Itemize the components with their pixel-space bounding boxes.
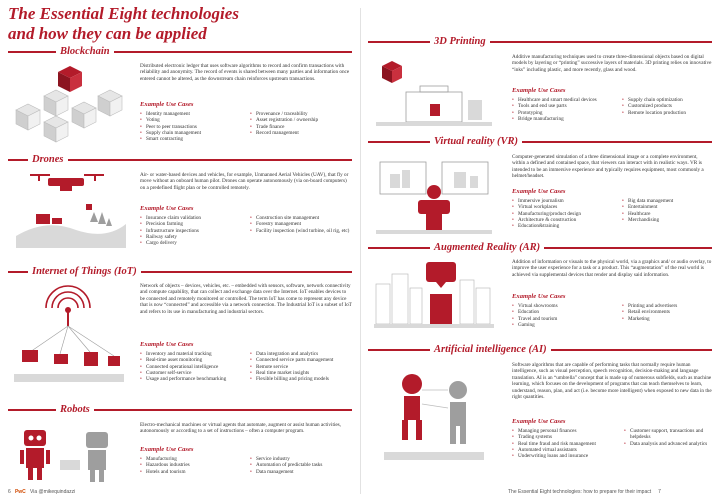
list-item: • Big data management	[622, 198, 716, 204]
list-item: • Education&training	[512, 223, 624, 229]
iot-header	[8, 266, 352, 277]
list-item: • Smart contracting	[140, 136, 248, 142]
ai-header	[368, 344, 712, 355]
list-item: • Healthcare	[622, 211, 716, 217]
footer-doc-title: The Essential Eight technologies: how to prepare for their impact	[508, 489, 652, 495]
list-item: • Printing and advertisers	[622, 303, 716, 309]
list-item: • Railway safety	[140, 234, 248, 240]
list-item: • Data integration and analytics	[250, 351, 356, 357]
list-item: • Travel and tourism	[512, 316, 624, 322]
page-title-line2: and how they can be applied	[8, 24, 207, 43]
list-item: • Customer support, transactions and helpdesks	[624, 428, 716, 441]
footer-handle: Via @mikequindazzi	[29, 489, 76, 495]
vr-headset-icon	[372, 152, 496, 236]
vr-use-cases-col1	[512, 198, 624, 229]
robot-icon	[10, 420, 128, 488]
drones-header	[8, 154, 352, 165]
list-item: • Infrastructure inspections	[140, 228, 248, 234]
list-item: • Identity management	[140, 111, 248, 117]
3d-printing-use-cases-label: Example Use Cases	[512, 87, 566, 94]
list-item: • Managing personal finances	[512, 428, 626, 434]
list-item: • Record management	[250, 130, 354, 136]
iot-use-cases-label: Example Use Cases	[140, 341, 194, 348]
drones-use-cases-col2	[250, 215, 354, 234]
list-item: • Data management	[250, 469, 354, 475]
ai-brain-icon	[372, 360, 496, 480]
list-item: • Facility inspection (wind turbine, oil rig, etc)	[250, 228, 354, 234]
drones-title: Drones	[32, 154, 64, 165]
list-item: • Voting	[140, 117, 248, 123]
list-item: • Manufacturing	[140, 456, 248, 462]
robots-use-cases-col2	[250, 456, 354, 475]
ar-use-cases-col1	[512, 303, 624, 328]
list-item: • Remote location production	[622, 110, 716, 116]
iot-description: Network of objects – devices, vehicles, etc. – embedded with sensors, software, network connectivity and compute capability, that can collect and exchange data over the Internet. IoT enables devices to be connected and remotely monitored or controlled. The term IoT has come to represent any device that is now “connected” and accessible via a network connection. The Industrial IoT is a subset of IoT and refers to its use in manufacturing and industrial sectors.	[140, 283, 352, 315]
list-item: • Hazardous industries	[140, 462, 248, 468]
list-item: • Entertainment	[622, 204, 716, 210]
robots-use-cases-col1	[140, 456, 248, 475]
list-item: • Connected operational intelligence	[140, 364, 252, 370]
list-item: • Connected service parts management	[250, 357, 356, 363]
blockchain-header	[8, 46, 352, 57]
list-item: • Real-time asset monitoring	[140, 357, 252, 363]
list-item: • Peer to peer transactions	[140, 124, 248, 130]
drones-description: Air- or water-based devices and vehicles, for example, Unmanned Aerial Vehicles (UAV), that fly or move without an onboard human pilot. Drones can operate autonomously (via on-board computers) on a predefined flight plan or be controlled remotely.	[140, 172, 349, 191]
robots-use-cases-label: Example Use Cases	[140, 446, 194, 453]
vr-use-cases-label: Example Use Cases	[512, 188, 566, 195]
drone-icon	[10, 168, 130, 250]
3d-printing-use-cases-col1	[512, 97, 624, 122]
page-title	[8, 4, 239, 44]
footer-right	[508, 489, 661, 495]
list-item: • Insurance claim validation	[140, 215, 248, 221]
ai-title: Artificial intelligence (AI)	[434, 344, 547, 355]
list-item: • Flexible billing and pricing models	[250, 376, 356, 382]
list-item: • Provenance / traceability	[250, 111, 354, 117]
robots-title: Robots	[60, 404, 90, 415]
ar-use-cases-col2	[622, 303, 716, 322]
iot-use-cases-col2	[250, 351, 356, 382]
list-item: • Bridge manufacturing	[512, 116, 624, 122]
3d-printing-use-cases-col2	[622, 97, 716, 116]
page-title-line1: The Essential Eight technologies	[8, 4, 239, 23]
vr-title: Virtual reality (VR)	[434, 136, 519, 147]
iot-title: Internet of Things (IoT)	[32, 266, 137, 277]
3d-printer-icon	[372, 52, 496, 132]
ai-use-cases-col1	[512, 428, 626, 459]
ar-header	[368, 242, 712, 253]
ar-description: Addition of information or visuals to the physical world, via a graphics and/ or audio overlay, to improve the user experience for a task or a product. This “augmentation” of the real world is achieved via supplemental devices that render and display said information.	[512, 259, 712, 278]
list-item: • Supply chain management	[140, 130, 248, 136]
blockchain-use-cases-col2	[250, 111, 354, 136]
3d-printing-description: Additive manufacturing techniques used to create three-dimensional objects based on digital models by layering or “printing” successive layers of materials. 3D printing relies on innovative “inks” including plastic, and more recently, glass and wood.	[512, 54, 712, 73]
list-item: • Trade finance	[250, 124, 354, 130]
blockchain-cubes-icon	[10, 62, 128, 144]
blockchain-description: Distributed electronic ledger that uses software algorithms to record and confirm transactions with reliability and anonymity. The record of events is shared between many parties and information once entered cannot be altered, as the downstream chain reinforces upstream transactions.	[140, 63, 350, 82]
ar-use-cases-label: Example Use Cases	[512, 293, 566, 300]
page-number-right: 7	[658, 489, 661, 495]
list-item: • Trading systems	[512, 434, 626, 440]
list-item: • Automation of predictable tasks	[250, 462, 354, 468]
list-item: • Asset registration / ownership	[250, 117, 354, 123]
ai-use-cases-col2	[624, 428, 716, 447]
robots-header	[8, 404, 352, 415]
page-number-left: 6	[8, 489, 11, 495]
list-item: • Precision farming	[140, 221, 248, 227]
list-item: • Tools and end use parts	[512, 103, 624, 109]
drones-use-cases-col1	[140, 215, 248, 246]
list-item: • Supply chain optimization	[622, 97, 716, 103]
column-divider	[360, 8, 361, 494]
drones-use-cases-label: Example Use Cases	[140, 205, 194, 212]
list-item: • Cargo delivery	[140, 240, 248, 246]
list-item: • Retail environments	[622, 309, 716, 315]
iot-use-cases-col1	[140, 351, 252, 382]
ar-city-icon	[372, 258, 496, 332]
vr-use-cases-col2	[622, 198, 716, 223]
list-item: • Virtual workplaces	[512, 204, 624, 210]
list-item: • Virtual showrooms	[512, 303, 624, 309]
footer-left	[8, 489, 75, 495]
list-item: • Immersive journalism	[512, 198, 624, 204]
3d-printing-title: 3D Printing	[434, 36, 486, 47]
list-item: • Merchandising	[622, 217, 716, 223]
iot-network-icon	[10, 282, 128, 392]
blockchain-use-cases-label: Example Use Cases	[140, 101, 194, 108]
list-item: • Healthcare and smart medical devices	[512, 97, 624, 103]
list-item: • Education	[512, 309, 624, 315]
list-item: • Real time fraud and risk management	[512, 441, 626, 447]
list-item: • Remote service	[250, 364, 356, 370]
list-item: • Real time market insights	[250, 370, 356, 376]
list-item: • Construction site management	[250, 215, 354, 221]
list-item: • Service industry	[250, 456, 354, 462]
ai-description: Software algorithms that are capable of performing tasks that normally require human intelligence, such as visual perception, speech recognition, decision-making and language translation. AI is an “umbrella” concept that is made up of numerous subfields, such as machine learning, which focuses on the development of programs that can teach themselves to learn, understand, reason, plan, and act (i.e. become more intelligent) when exposed to new data in the right quantities.	[512, 362, 712, 401]
list-item: • Prototyping	[512, 110, 624, 116]
list-item: • Customized products	[622, 103, 716, 109]
list-item: • Customer self-service	[140, 370, 252, 376]
ar-title: Augmented Reality (AR)	[434, 242, 541, 253]
list-item: • Inventory and material tracking	[140, 351, 252, 357]
blockchain-title: Blockchain	[60, 46, 110, 57]
vr-description: Computer-generated simulation of a three dimensional image or a complete environment, within a defined and contained space, that viewers can interact with in realistic ways. VR is intended to be an immersive experience and typically requires equipment, most commonly a helmet/headset.	[512, 154, 704, 180]
list-item: • Gaming	[512, 322, 624, 328]
list-item: • Forestry management	[250, 221, 354, 227]
list-item: • Usage and performance benchmarking	[140, 376, 252, 382]
list-item: • Underwriting loans and insurance	[512, 453, 626, 459]
ai-use-cases-label: Example Use Cases	[512, 418, 566, 425]
list-item: • Automated virtual assistants	[512, 447, 626, 453]
list-item: • Hotels and tourism	[140, 469, 248, 475]
pwc-logo: PwC	[14, 489, 26, 495]
list-item: • Architecture & construction	[512, 217, 624, 223]
list-item: • Marketing	[622, 316, 716, 322]
3d-printing-header	[368, 36, 712, 47]
list-item: • Data analysis and advanced analytics	[624, 441, 716, 447]
vr-header	[368, 136, 712, 147]
robots-description: Electro-mechanical machines or virtual agents that automate, augment or assist human activities, autonomously or according to a set of instructions – often a computer program.	[140, 422, 341, 435]
blockchain-use-cases-col1	[140, 111, 248, 142]
list-item: • Manufacturing/product design	[512, 211, 624, 217]
